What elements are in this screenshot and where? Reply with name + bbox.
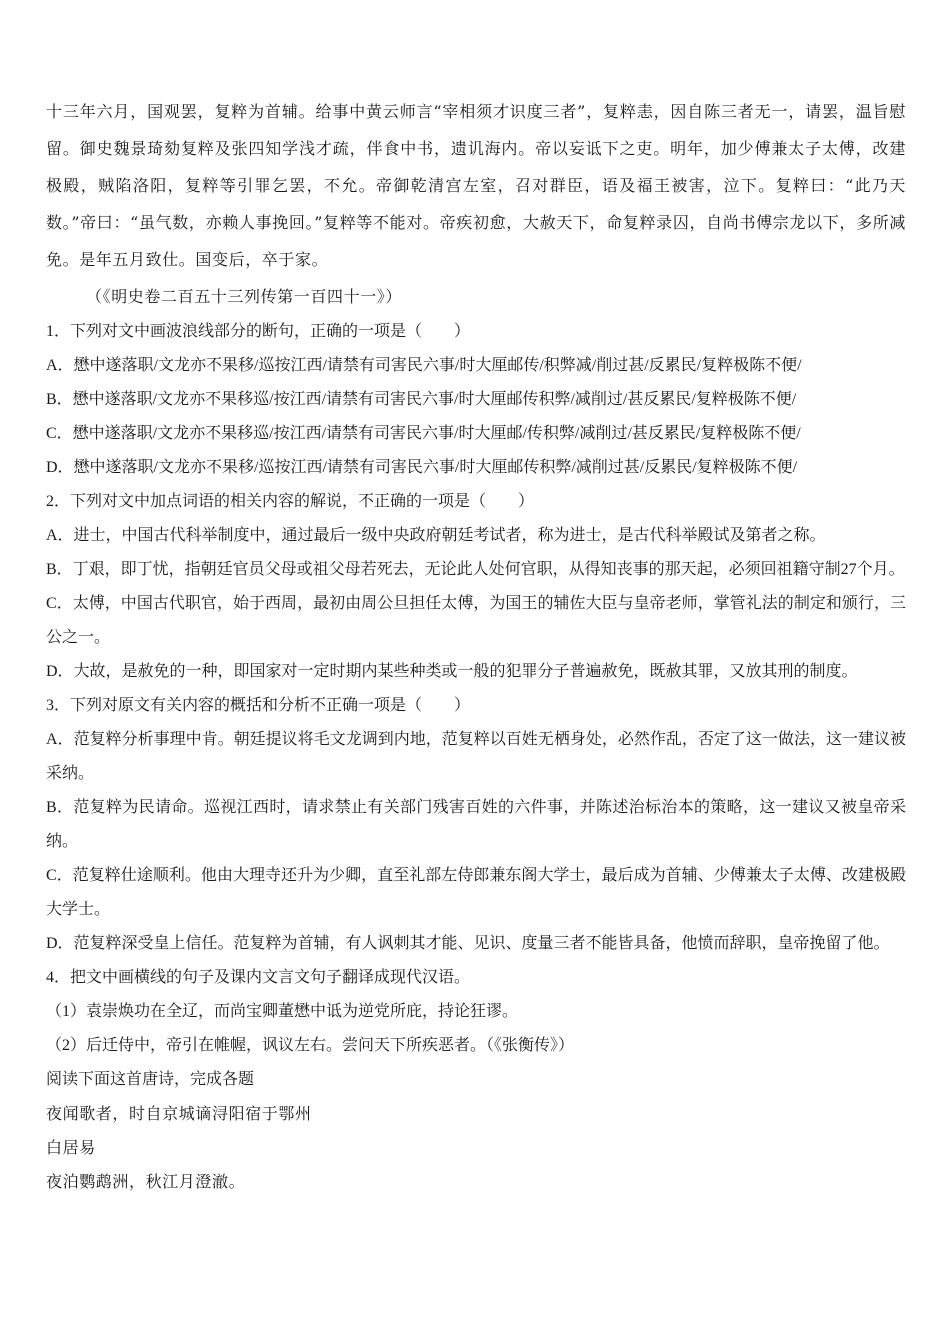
question-3-option-d: D．范复粹深受皇上信任。范复粹为首辅，有人讽刺其才能、见识、度量三者不能皆具备，他愤而辞职，皇帝挽留了他。 <box>46 935 890 952</box>
question-1-option-b: B．懋中遂落职/文龙亦不果移巡/按江西/请禁有司害民六事/时大厘邮传积弊/减削过/甚反累民/复粹极陈不便/ <box>46 391 797 408</box>
question-1-stem: 1．下列对文中画波浪线部分的断句，正确的一项是（ ） <box>46 323 471 340</box>
question-2-option-a: A．进士，中国古代科举制度中，通过最后一级中央政府朝廷考试者，称为进士，是古代科举殿试及第者之称。 <box>46 527 826 544</box>
document-content <box>46 93 906 1199</box>
question-3-option-c: C．范复粹仕途顺利。他由大理寺还升为少卿，直至礼部左侍郎兼东阁大学士，最后成为首辅、少傅兼太子太傅、改建极殿大学士。 <box>46 867 906 918</box>
poem-title: 夜闻歌者，时自京城谪浔阳宿于鄂州 <box>46 1104 312 1123</box>
question-2-option-b: B．丁艰，即丁忧，指朝廷官员父母或祖父母若死去，无论此人处何官职，从得知丧事的那天起，必须回祖籍守制27个月。 <box>46 561 905 578</box>
question-1-option-d: D．懋中遂落职/文龙亦不果移/巡按江西/请禁有司害民六事/时大厘邮传积弊/减削过甚/反累民/复粹极陈不便/ <box>46 459 798 476</box>
passage-paragraph: 十三年六月，国观罢，复粹为首辅。给事中黄云师言“宰相须才识度三者”，复粹恚，因自陈三者无一，请罢，温旨慰留。御史魏景琦劾复粹及张四知学浅才疏，伴食中书，遗讥海内。帝以妄诋下之吏。明年，加少傅兼太子太傅，改建极殿，贼陷洛阳，复粹等引罪乞罢，不允。帝御乾清宫左室，召对群臣，语及福王被害，泣下。复粹曰：“此乃天数。”帝曰：“虽气数，亦赖人事挽回。”复粹等不能对。帝疾初愈，大赦天下，命复粹录囚，自尚书傅宗龙以下，多所减免。是年五月致仕。国变后，卒于家。 <box>46 102 906 269</box>
question-1-option-c: C．懋中遂落职/文龙亦不果移巡/按江西/请禁有司害民六事/时大厘邮/传积弊/减削过/甚反累民/复粹极陈不便/ <box>46 425 801 442</box>
poem-instruction: 阅读下面这首唐诗，完成各题 <box>46 1071 255 1088</box>
question-4-stem: 4．把文中画横线的句子及课内文言文句子翻译成现代汉语。 <box>46 969 471 986</box>
question-1-option-a: A．懋中遂落职/文龙亦不果移/巡按江西/请禁有司害民六事/时大厘邮传/积弊减/削过甚/反累民/复粹极陈不便/ <box>46 357 802 374</box>
question-4-item-2: （2）后迁侍中，帝引在帷幄，讽议左右。尝问天下所疾恶者。（《张衡传》） <box>46 1037 575 1054</box>
question-2-option-c: C．太傅，中国古代职官，始于西周，最初由周公旦担任太傅，为国王的辅佐大臣与皇帝老师，掌管礼法的制定和颁行，三公之一。 <box>46 595 906 646</box>
poem-line-1: 夜泊鹦鹉洲，秋江月澄澈。 <box>46 1172 246 1191</box>
question-3-stem: 3．下列对原文有关内容的概括和分析不正确一项是（ ） <box>46 697 471 714</box>
question-3-option-b: B．范复粹为民请命。巡视江西时，请求禁止有关部门残害百姓的六件事，并陈述治标治本的策略，这一建议又被皇帝采纳。 <box>46 799 906 850</box>
poem-author: 白居易 <box>46 1138 96 1157</box>
question-2-option-d: D．大故，是赦免的一种，即国家对一定时期内某些种类或一般的犯罪分子普遍赦免，既赦其罪，又放其刑的制度。 <box>46 663 858 680</box>
passage-source: （《明史卷二百五十三列传第一百四十一》） <box>86 287 403 306</box>
question-4-item-1: （1）袁崇焕功在全辽，而尚宝卿董懋中诋为逆党所庇，持论狂谬。 <box>46 1003 519 1020</box>
question-2-stem: 2．下列对文中加点词语的相关内容的解说，不正确的一项是（ ） <box>46 493 535 510</box>
question-3-option-a: A．范复粹分析事理中肯。朝廷提议将毛文龙调到内地，范复粹以百姓无栖身处，必然作乱，否定了这一做法，这一建议被采纳。 <box>46 731 906 782</box>
